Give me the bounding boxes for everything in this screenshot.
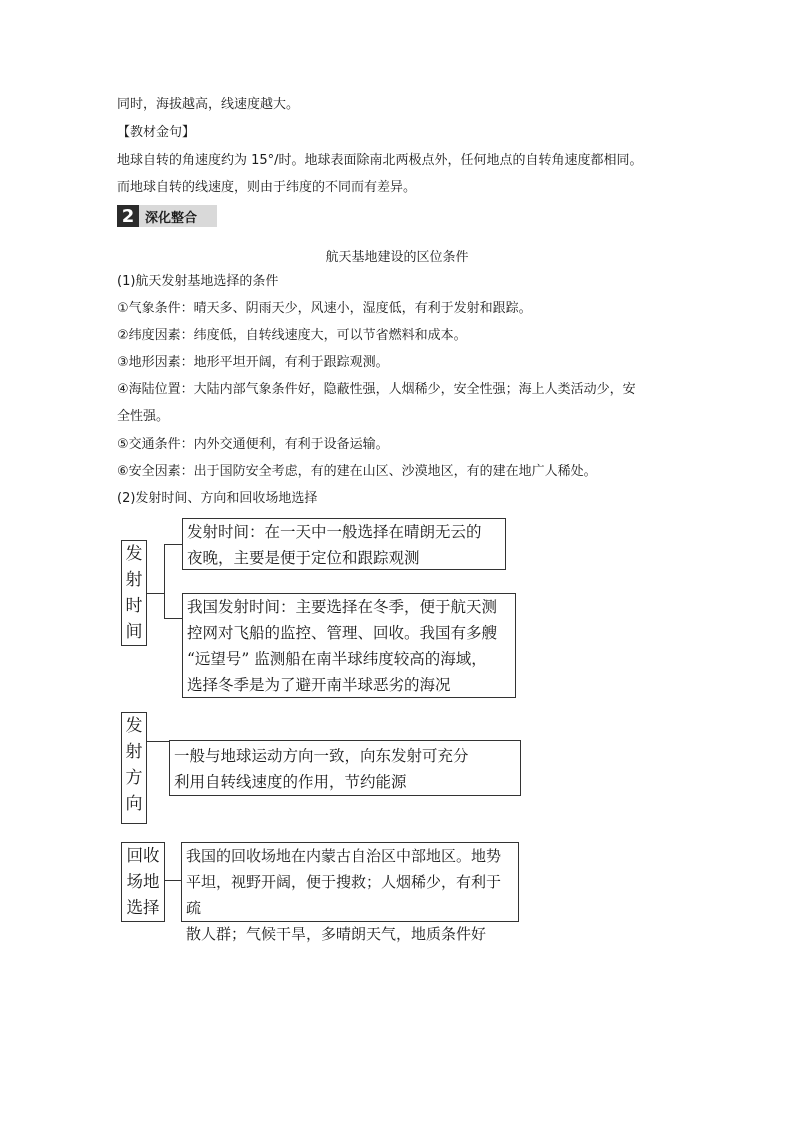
quote-line: 地球自转的角速度约为 15°/时。地球表面除南北两极点外，任何地点的自转角速度都相同。 <box>117 153 643 168</box>
label-char: 射 <box>125 570 143 590</box>
recovery-label <box>121 842 165 922</box>
condition-item: ⑤交通条件：内外交通便利，有利于设备运输。 <box>117 437 389 452</box>
time-box-china <box>182 593 516 698</box>
part1-title: (1)航天发射基地选择的条件 <box>117 274 279 289</box>
connector <box>164 544 165 619</box>
condition-item: ④海陆位置：大陆内部气象条件好，隐蔽性强，人烟稀少，安全性强；海上人类活动少，安 <box>117 382 636 397</box>
direction-label <box>121 712 147 824</box>
label-line: 场地 <box>126 872 160 891</box>
label-char: 时 <box>125 596 143 616</box>
label-char: 射 <box>125 742 143 762</box>
connector <box>164 544 182 545</box>
label-char: 向 <box>125 794 143 814</box>
label-char: 间 <box>125 622 143 642</box>
connector <box>165 880 181 881</box>
condition-item: 全性强。 <box>117 409 170 424</box>
condition-item: ③地形因素：地形平坦开阔，有利于跟踪观测。 <box>117 355 389 370</box>
part2-title: (2)发射时间、方向和回收场地选择 <box>117 491 318 506</box>
box-line: 散人群；气候干旱，多晴朗天气，地质条件好 <box>186 925 487 943</box>
connector <box>147 741 169 742</box>
condition-item: ①气象条件：晴天多、阴雨天少，风速小，湿度低，有利于发射和跟踪。 <box>117 301 532 316</box>
box-line: 选择冬季是为了避开南半球恶劣的海况 <box>187 676 451 694</box>
label-char: 发 <box>125 544 143 564</box>
section-banner <box>117 205 217 227</box>
box-line: 我国发射时间：主要选择在冬季，便于航天测 <box>187 598 498 616</box>
box-line: “远望号” 监测船在南半球纬度较高的海域， <box>187 650 487 668</box>
box-line: 利用自转线速度的作用，节约能源 <box>174 773 407 791</box>
label-line: 回收 <box>126 846 160 865</box>
box-line: 我国的回收场地在内蒙古自治区中部地区。地势 <box>186 847 502 865</box>
section-label: 【教材金句】 <box>117 125 196 140</box>
page-subtitle: 航天基地建设的区位条件 <box>325 250 469 265</box>
banner-title: 深化整合 <box>139 205 217 227</box>
connector <box>164 618 182 619</box>
condition-item: ②纬度因素：纬度低，自转线速度大，可以节省燃料和成本。 <box>117 328 467 343</box>
quote-line: 而地球自转的线速度，则由于纬度的不同而有差异。 <box>117 180 417 195</box>
time-label <box>121 540 147 646</box>
intro-line: 同时，海拔越高，线速度越大。 <box>117 97 300 112</box>
box-line: 发射时间：在一天中一般选择在晴朗无云的 <box>187 523 482 541</box>
time-box-general <box>182 518 506 570</box>
box-line: 一般与地球运动方向一致，向东发射可充分 <box>174 747 469 765</box>
box-line: 平坦，视野开阔，便于搜救；人烟稀少，有利于疏 <box>186 873 502 917</box>
label-char: 发 <box>125 716 143 736</box>
connector <box>147 593 164 594</box>
box-line: 夜晚，主要是便于定位和跟踪观测 <box>187 549 420 567</box>
direction-box <box>169 740 521 796</box>
label-line: 选择 <box>126 898 160 917</box>
recovery-box <box>181 842 519 943</box>
label-char: 方 <box>125 768 143 788</box>
box-line: 控网对飞船的监控、管理、回收。我国有多艘 <box>187 624 498 642</box>
banner-number: 2 <box>117 205 139 227</box>
condition-item: ⑥安全因素：出于国防安全考虑，有的建在山区、沙漠地区，有的建在地广人稀处。 <box>117 464 597 479</box>
